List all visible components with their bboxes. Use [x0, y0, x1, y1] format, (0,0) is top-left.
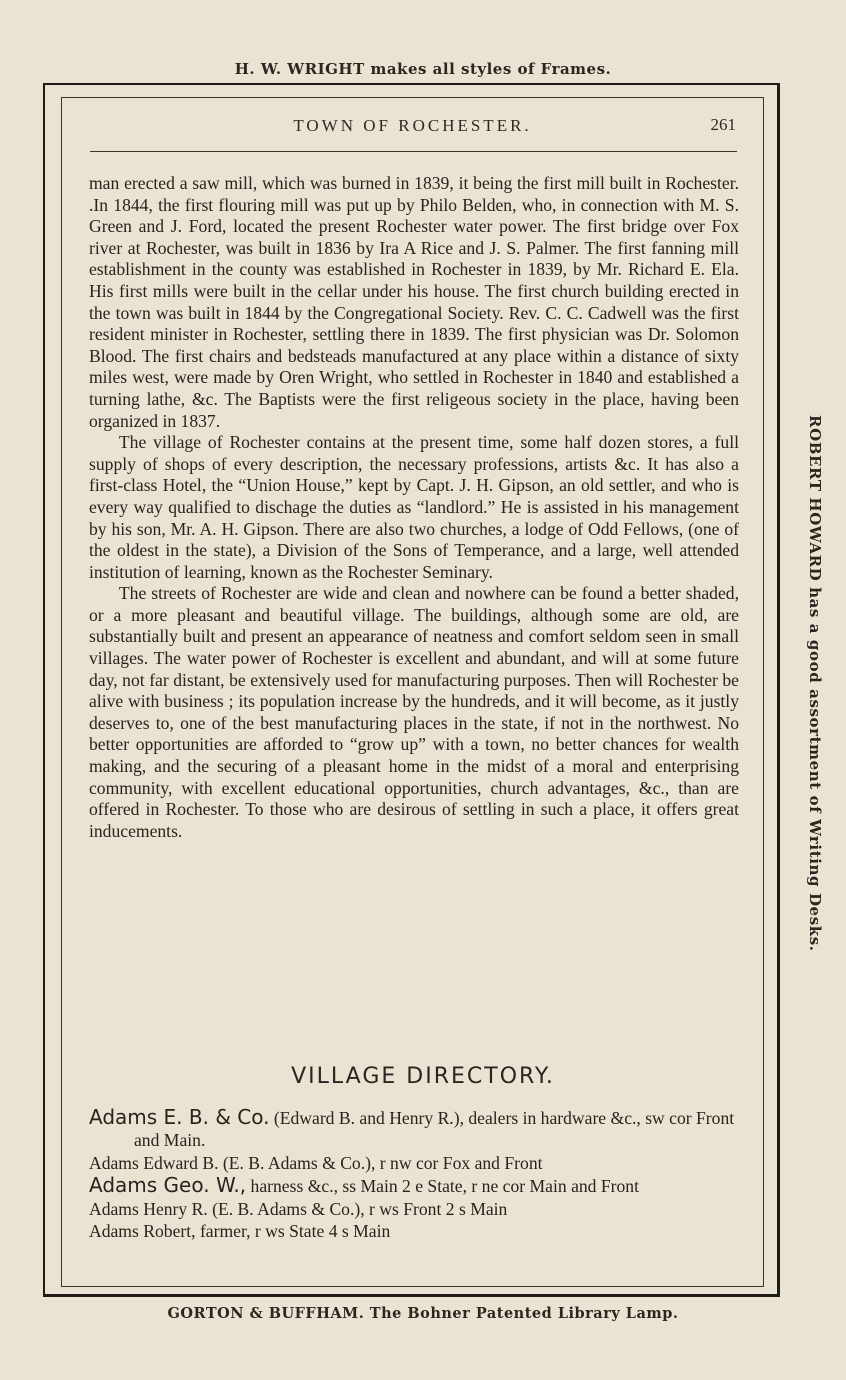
entry-name: Adams Geo. W., — [89, 1173, 247, 1198]
entry-detail: (Edward B. and Henry R.), dealers in hardware &c., sw cor Front and Main. — [134, 1108, 735, 1151]
village-directory-heading: VILLAGE DIRECTORY. — [291, 1064, 555, 1089]
page-title: TOWN OF ROCHESTER. — [293, 116, 532, 135]
directory-entry — [89, 1152, 739, 1174]
paragraph: The streets of Rochester are wide and clean and nowhere can be found a better shaded, or a more pleasant and beautiful village. The buildings, although some are old, are substantially built and present an appearance of neatness and comfort seldom seen in small villages. The water power of Rochester is excellent and abundant, and will at some future day, not far distant, be extensively used for manufacturing purposes. Then will Rochester be alive with business ; its population increase by the hundreds, and it will become, as it justly deserves to, one of the best manufacturing places in the state, if not in the northwest. No better opportunities are afforded to “grow up” with a town, no better chances for wealth making, and the securing of a pleasant home in the midst of a moral and enterprising community, with excellent educational opportunities, church advantages, &c., than are offered in Rochester. To those who are desirous of settling in such a place, it offers great inducements. — [89, 583, 739, 841]
body-text — [89, 173, 739, 842]
header-rule — [90, 151, 737, 152]
page-number: 261 — [710, 115, 736, 134]
entry-name: Adams Robert, — [89, 1221, 196, 1242]
paragraph: man erected a saw mill, which was burned in 1839, it being the first mill built in Rochester. .In 1844, the first flouring mill was put up by Philo Belden, who, in connection with M. S. Green and J. Ford, located the present Rochester water power. The first bridge over Fox river at Rochester, was built in 1836 by Ira A Rice and J. S. Palmer. The first fanning mill establishment in the county was established in Rochester in 1839, by Mr. Richard E. Ela. His first mills were built in the cellar under his house. The first church building erected in the town was built in 1844 by the Congregational Society. Rev. C. C. Cadwell was the first resident minister in Rochester, settling there in 1839. The first physician was Dr. Solomon Blood. The first chairs and bedsteads manufactured at any place within a distance of sixty miles west, were made by Oren Wright, who settled in Rochester in 1840 and established a turning lathe, &c. The Baptists were the first religeous society in the place, having been organized in 1837. — [89, 173, 739, 431]
bottom-advertisement: GORTON & BUFFHAM. The Bohner Patented Library Lamp. — [167, 1305, 679, 1322]
directory-list — [89, 1106, 739, 1242]
entry-name: Adams E. B. & Co. — [89, 1105, 270, 1129]
top-advertisement: H. W. WRIGHT makes all styles of Frames. — [234, 60, 612, 78]
side-advertisement: ROBERT HOWARD has a good assortment of Writing Desks. — [806, 415, 824, 952]
directory-entry — [89, 1198, 739, 1220]
directory-entry — [89, 1220, 739, 1242]
paragraph: The village of Rochester contains at the present time, some half dozen stores, a full supply of shops of every description, the necessary professions, artists &c. It has also a first-class Hotel, the “Union House,” kept by Capt. J. H. Gipson, an old settler, and who is every way qualified to dischage the duties as “landlord.” He is assisted in his management by his son, Mr. A. H. Gipson. There are also two churches, a lodge of Odd Fellows, (one of the oldest in the state), a Division of the Sons of Temperance, and a large, well attended institution of learning, known as the Rochester Seminary. — [89, 432, 739, 582]
entry-name: Adams Edward B. — [89, 1152, 219, 1173]
entry-detail: (E. B. Adams & Co.), r nw cor Fox and Front — [222, 1152, 543, 1173]
directory-entry — [89, 1174, 739, 1197]
entry-detail: (E. B. Adams & Co.), r ws Front 2 s Main — [212, 1198, 508, 1219]
entry-detail: harness &c., ss Main 2 e State, r ne cor Main and Front — [250, 1176, 639, 1197]
entry-name: Adams Henry R. — [89, 1198, 208, 1219]
running-head — [61, 116, 764, 140]
directory-entry — [89, 1106, 739, 1152]
entry-detail: farmer, r ws State 4 s Main — [199, 1221, 391, 1242]
